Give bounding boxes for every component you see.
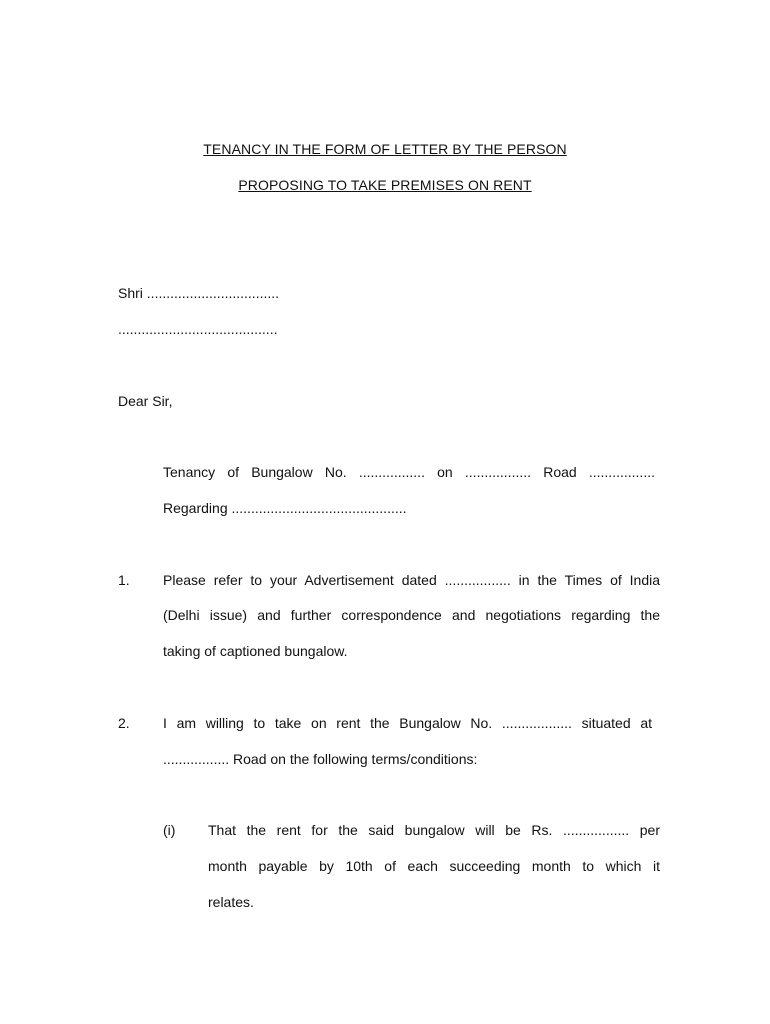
paragraph-2-line-2: ................. Road on the following terms/conditions: <box>163 751 478 767</box>
subject-line-1: Tenancy of Bungalow No. ................. on ................. Road ................. <box>163 464 655 480</box>
addressee-line-1: Shri .................................. <box>118 285 280 301</box>
paragraph-1-line-1: Please refer to your Advertisement dated ................. in the Times of India <box>163 572 660 588</box>
clause-i-line-2: month payable by 10th of each succeeding month to which it <box>208 858 660 874</box>
document-title-line-2: PROPOSING TO TAKE PREMISES ON RENT <box>238 177 532 193</box>
subject-line-2: Regarding ............................................. <box>163 500 407 516</box>
clause-i-number: (i) <box>163 822 176 838</box>
document-title-line-1: TENANCY IN THE FORM OF LETTER BY THE PERSON <box>203 141 567 157</box>
paragraph-1-line-3: taking of captioned bungalow. <box>163 643 348 659</box>
paragraph-2-line-1: I am willing to take on rent the Bungalow No. .................. situated at <box>163 715 652 731</box>
clause-i-line-1: That the rent for the said bungalow will be Rs. ................. per <box>208 822 660 838</box>
paragraph-2-number: 2. <box>118 715 130 731</box>
paragraph-1-line-2: (Delhi issue) and further correspondence and negotiations regarding the <box>163 607 660 623</box>
paragraph-1-number: 1. <box>118 572 130 588</box>
salutation: Dear Sir, <box>118 393 173 409</box>
clause-i-line-3: relates. <box>208 894 254 910</box>
addressee-line-2: ......................................... <box>118 321 278 337</box>
